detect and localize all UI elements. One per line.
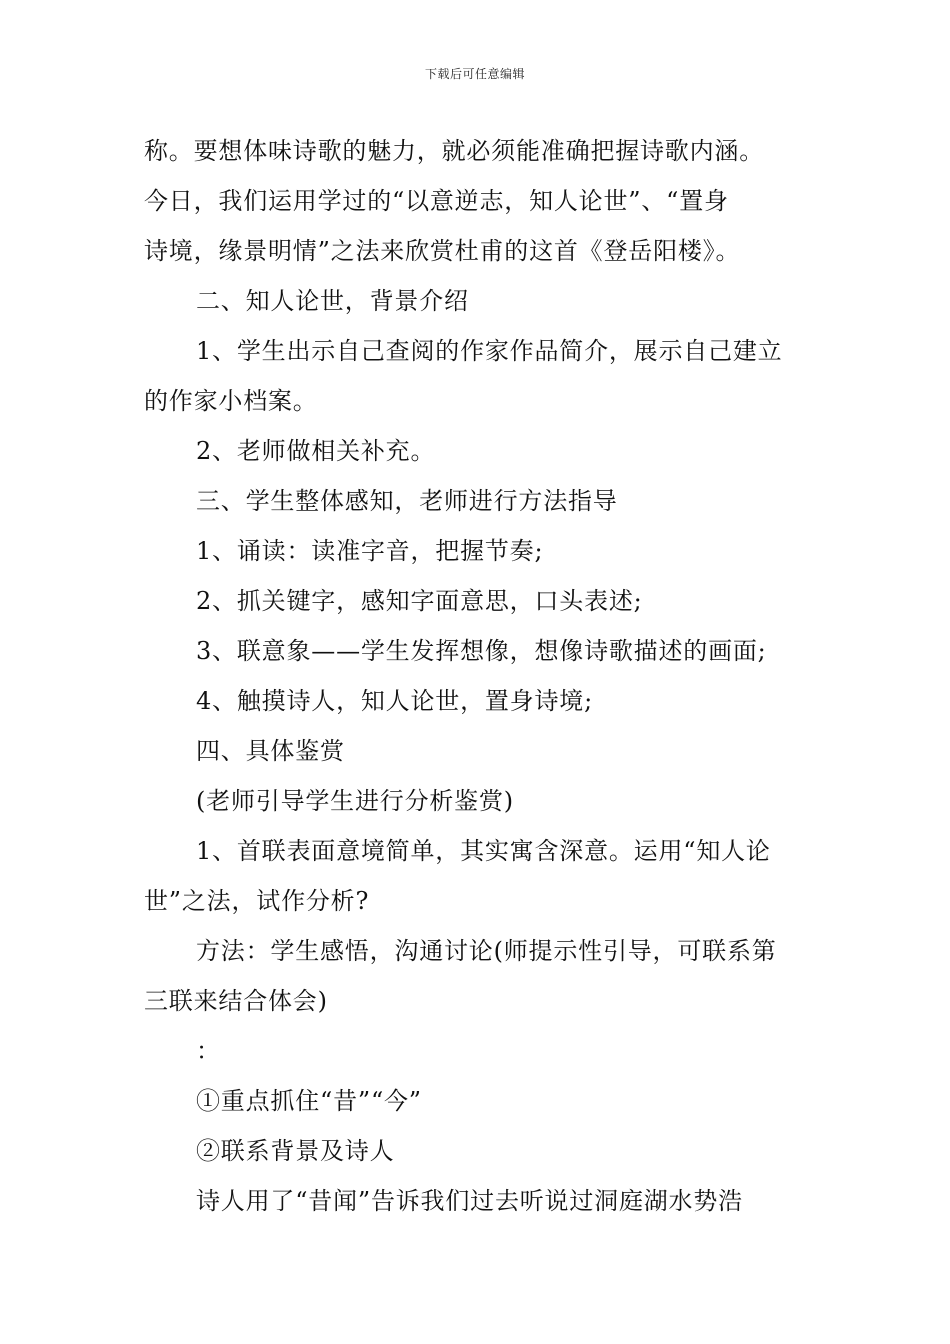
paragraph-line: (老师引导学生进行分析鉴赏)	[196, 787, 514, 815]
paragraph-line: 1、学生出示自己查阅的作家作品简介，展示自己建立	[196, 337, 783, 365]
list-item: 4、触摸诗人，知人论世，置身诗境;	[196, 687, 593, 715]
paragraph-line: 称。要想体味诗歌的魅力，就必须能准确把握诗歌内涵。	[144, 137, 764, 165]
paragraph-line: 诗境，缘景明情”之法来欣赏杜甫的这首《登岳阳楼》。	[144, 237, 741, 265]
paragraph-line: 诗人用了“昔闻”告诉我们过去听说过洞庭湖水势浩	[196, 1187, 743, 1215]
list-item: 2、抓关键字，感知字面意思，口头表述;	[196, 587, 643, 615]
section-heading: 三、学生整体感知，老师进行方法指导	[196, 487, 618, 515]
paragraph-line: 世”之法，试作分析?	[144, 887, 370, 915]
section-heading: 四、具体鉴赏	[196, 737, 345, 765]
paragraph-line: ：	[196, 1037, 221, 1065]
section-heading: 二、知人论世，背景介绍	[196, 287, 469, 315]
paragraph-line: 1、首联表面意境简单，其实寓含深意。运用“知人论	[196, 837, 771, 865]
page-header: 下载后可任意编辑	[424, 67, 525, 81]
list-item: ②联系背景及诗人	[196, 1137, 395, 1165]
list-item: ①重点抓住“昔”“今”	[196, 1087, 422, 1115]
paragraph-line: 2、老师做相关补充。	[196, 437, 436, 465]
paragraph-line: 的作家小档案。	[144, 387, 318, 415]
paragraph-line: 方法：学生感悟，沟通讨论(师提示性引导，可联系第	[196, 937, 777, 965]
list-item: 3、联意象——学生发挥想像，想像诗歌描述的画面;	[196, 637, 767, 665]
paragraph-line: 今日，我们运用学过的“以意逆志，知人论世”、“置身	[144, 187, 729, 215]
list-item: 1、诵读：读准字音，把握节奏;	[196, 537, 544, 565]
document-body	[144, 126, 806, 1226]
paragraph-line: 三联来结合体会)	[144, 987, 328, 1015]
